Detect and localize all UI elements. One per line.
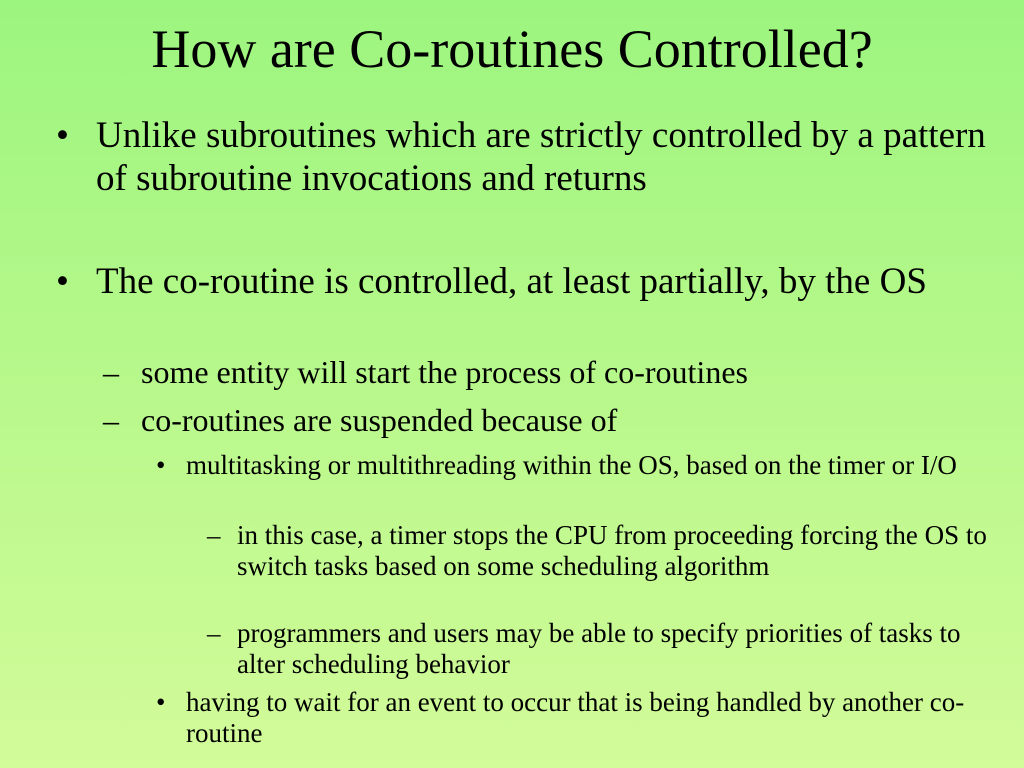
bullet-item: [56, 114, 996, 200]
bullet-dash-icon: –: [103, 402, 119, 438]
bullet-dash-icon: –: [207, 618, 221, 648]
bullet-dash-icon: –: [207, 520, 221, 550]
level4-bullet-text: programmers and users may be able to specify priorities of tasks to alter scheduling behavior: [237, 618, 961, 679]
bullet-dot-icon: •: [156, 687, 166, 717]
sub-sub-bullet-item: [156, 450, 986, 481]
slide-title: How are Co-routines Controlled?: [151, 19, 873, 79]
level4-bullet-item: [207, 520, 997, 582]
bullet-item: [56, 260, 996, 303]
bullet-dot-icon: •: [56, 115, 69, 156]
level4-bullet-item: [207, 618, 997, 680]
bullet-text: The co-routine is controlled, at least partially, by the OS: [96, 261, 927, 302]
bullet-dot-icon: •: [56, 261, 69, 302]
bullet-dot-icon: •: [156, 450, 166, 480]
bullet-text: Unlike subroutines which are strictly controlled by a pattern of subroutine invocations and returns: [96, 115, 986, 199]
sub-bullet-item: [103, 354, 1001, 391]
sub-bullet-item: [103, 402, 1001, 439]
sub-sub-bullet-text: having to wait for an event to occur that is being handled by another co-routine: [186, 687, 965, 748]
sub-bullet-text: co-routines are suspended because of: [141, 402, 618, 438]
bullet-dash-icon: –: [103, 354, 119, 390]
sub-sub-bullet-text: multitasking or multithreading within the OS, based on the timer or I/O: [186, 450, 957, 480]
sub-bullet-text: some entity will start the process of co-routines: [141, 354, 748, 390]
level4-bullet-text: in this case, a timer stops the CPU from proceeding forcing the OS to switch tasks based on some scheduling algorithm: [237, 520, 987, 581]
sub-sub-bullet-item: [156, 687, 986, 749]
